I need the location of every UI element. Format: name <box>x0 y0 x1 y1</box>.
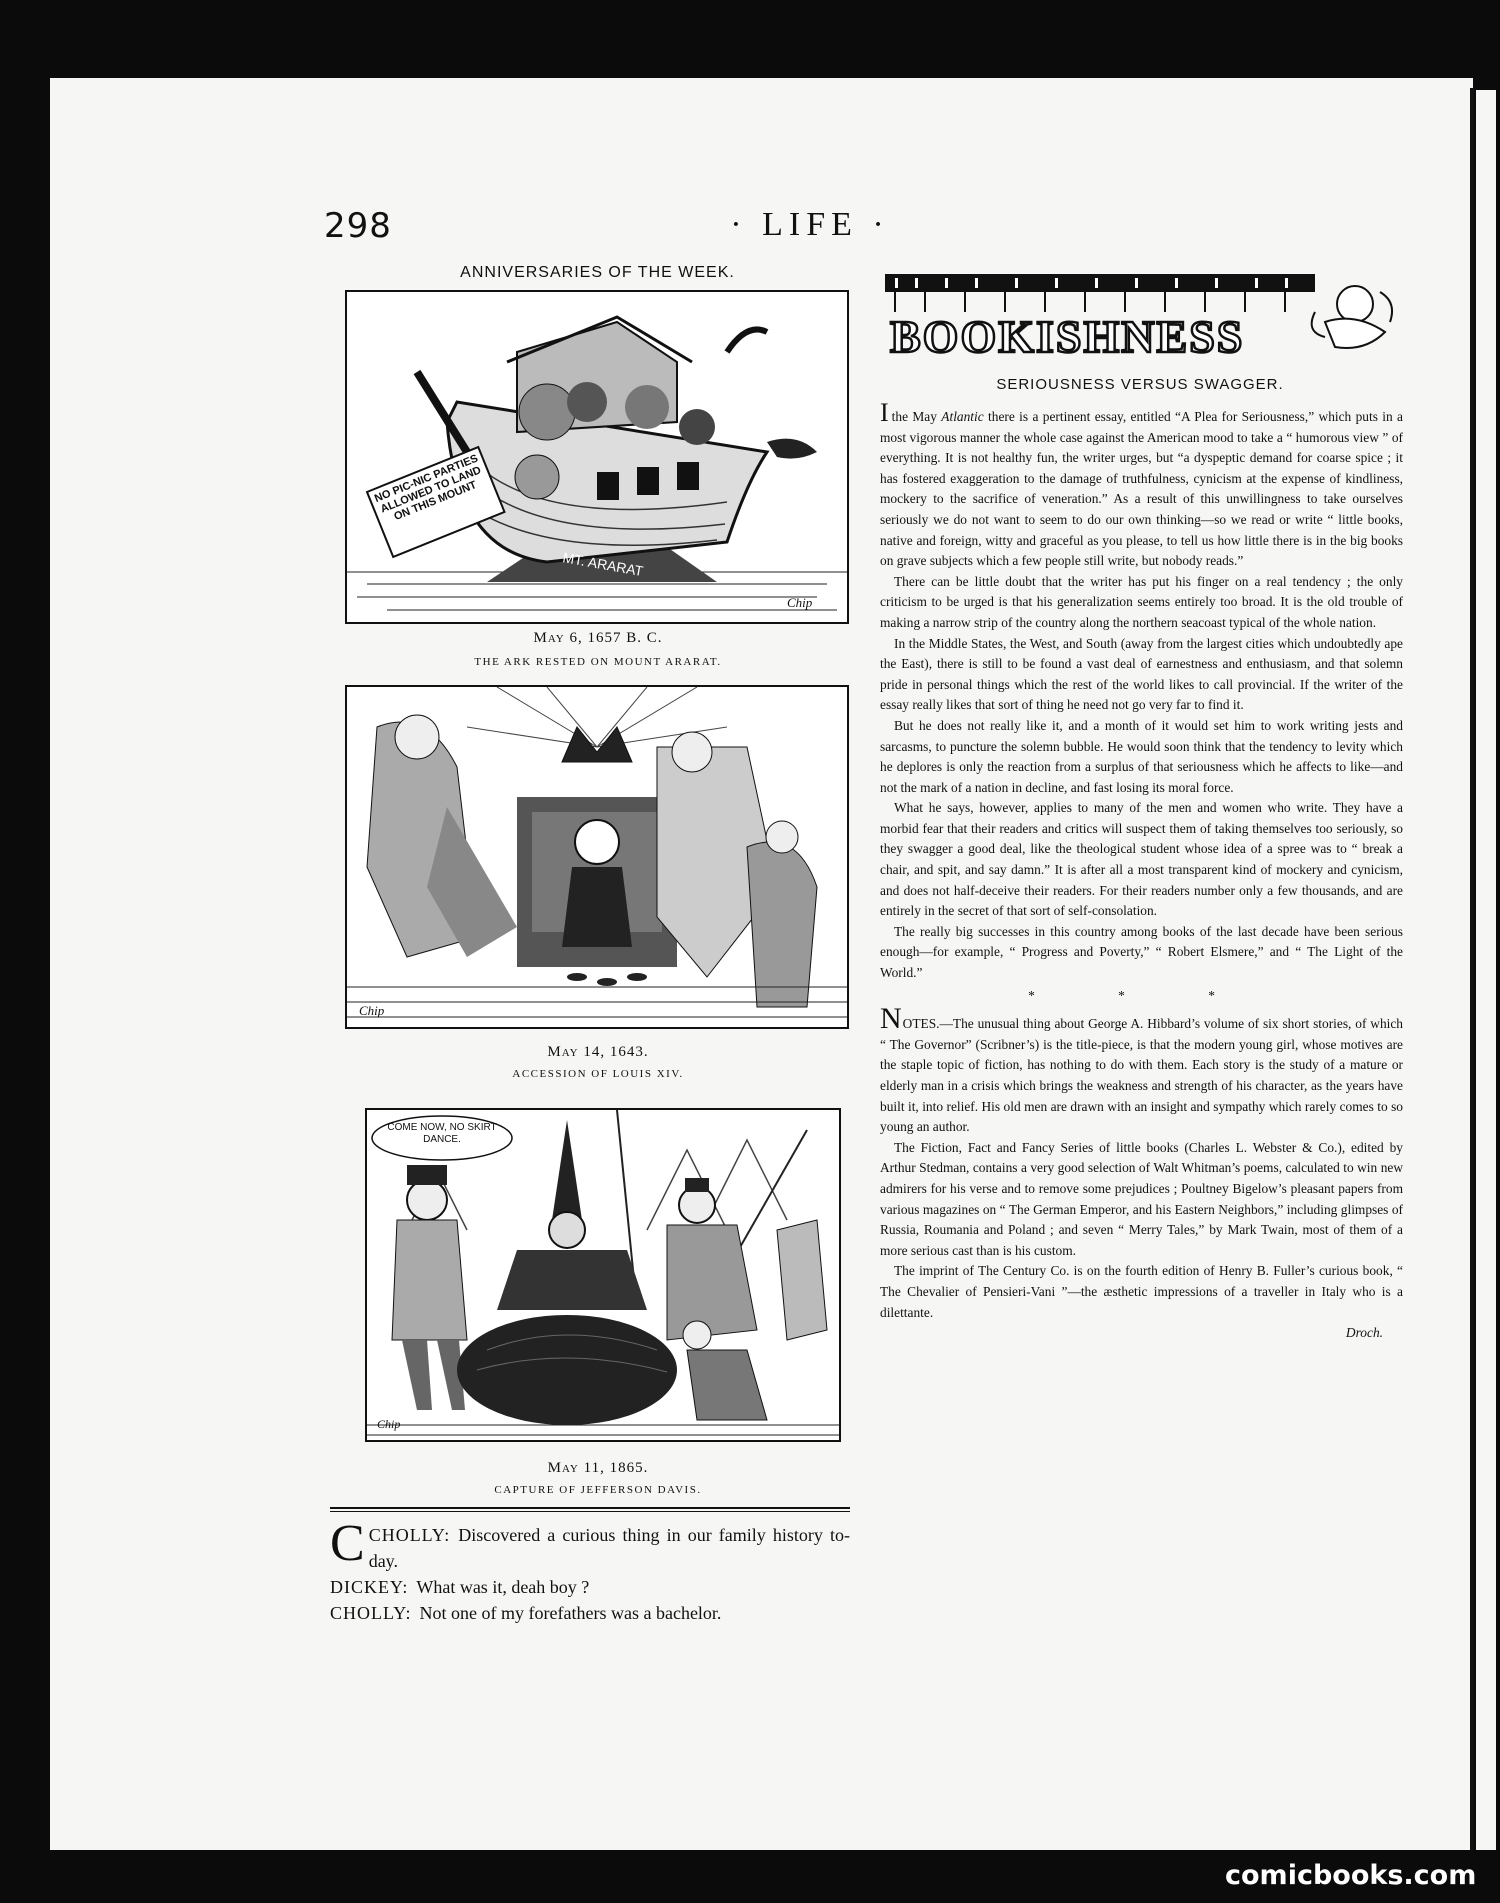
notes-paragraph-2: The Fiction, Fact and Fancy Series of little books (Charles L. Webster & Co.), edited by Arthur Stedman, contains a very good selection of Walt Whitman’s poems, calculated to win new admirers for his verse and to remove some prejudices ; Poultney Bigelow’s pleasant papers from various magazines on “ The German Emperor, and his Eastern Neighbors,” including glimpses of Russia, Roumania and Poland ; and seven “ Merry Tales,” by Mark Twain, most of them of a more serious cast than is his custom. <box>880 1139 1403 1258</box>
speech-balloon-text: COME NOW, NO SKIRT DANCE. <box>387 1122 497 1145</box>
dialogue-line-3 <box>330 1600 850 1626</box>
dialogue-speaker-2: DICKEY: <box>330 1577 409 1597</box>
dialogue-text-1: Discovered a curious thing in our family history to-day. <box>368 1525 850 1571</box>
next-page-edge <box>1476 90 1496 1850</box>
dropcap-n: N <box>880 1002 902 1036</box>
dialogue-speaker-3: CHOLLY: <box>330 1603 412 1623</box>
caption-date-1: May 6, 1657 B. C. <box>533 630 663 646</box>
notes-paragraph-3: The imprint of The Century Co. is on the fourth edition of Henry B. Fuller’s curious book, “ The Chevalier of Pensieri-Vani ”—the æsthetic impressions of a traveller in Italy who is a dilettante. <box>880 1263 1403 1320</box>
bookishness-banner-title: BOOKISHNESS <box>890 311 1245 362</box>
cartoon-louis-xiv <box>345 685 849 1029</box>
dialogue-text-2: What was it, deah boy ? <box>416 1577 590 1597</box>
dialogue-line-1 <box>330 1515 850 1574</box>
article-heading: SERIOUSNESS VERSUS SWAGGER. <box>996 376 1284 393</box>
article-paragraph-2: There can be little doubt that the writer has put his finger on a real tendency ; the only criticism to be urged is that his generalization seems entirely too broad. It is the old trouble of making a narrow strip of the country along the northern seacoast typical of the whole nation. <box>880 573 1403 630</box>
dialogue-speaker-1: CHOLLY: <box>368 1525 451 1545</box>
article-paragraph-1: Ithe May Atlantic there is a pertinent essay, entitled “A Plea for Seriousness,” which puts in a most vigorous manner the whole case against the American mood to take a “ humorous view ” of everything. It is not healthy fun, the writer urges, but “a dyspeptic demand for coarse spice ; it has fostered exaggeration to the damage of truthfulness, cynicism at the expense of kindliness, mockery to the sacrifice of veneration.” As a result of this unwillingness to take ourselves seriously we do not want to seem to do our own thinking—so we read or write “ little books, native and foreign, witty and graceful as you please, to tell us how little there is in the big books on grave subjects which a few people still write, but nobody reads.” <box>880 398 1403 569</box>
caption-date-3: May 11, 1865. <box>547 1460 649 1476</box>
caption-event-1: THE ARK RESTED ON MOUNT ARARAT. <box>474 656 722 668</box>
artist-signature-1: Chip <box>787 595 813 610</box>
dialogue-text-3: Not one of my forefathers was a bachelor. <box>419 1603 722 1623</box>
bookishness-article <box>880 398 1403 1344</box>
author-signature: Droch. <box>1345 1325 1383 1341</box>
page-number: 298 <box>324 206 392 246</box>
italic-title-atlantic: Atlantic <box>941 409 984 424</box>
masthead-title: · LIFE · <box>730 206 890 243</box>
dropcap-c: C <box>330 1515 365 1572</box>
site-watermark: comicbooks.com <box>1225 1860 1477 1891</box>
article-paragraph-6: The really big successes in this country among books of the last decade have been serious enough—for example, “ Progress and Poverty,” “ Robert Elsmere,” and “ The Light of the World.” <box>880 923 1403 981</box>
cholly-dickey-dialogue <box>330 1515 850 1626</box>
article-paragraph-5: What he says, however, applies to many of the men and women who write. They have a morbid fear that their readers and critics will suspect them of taking themselves too seriously, so they swagger a good deal, like the theological student whose idea of a spree was to “ break a chair, and spit, and say damn.” It is after all a most transparent kind of mockery and cynicism, and does not half-deceive their readers. For their readers number only a few thousands, and are entirely in the secret of that sort of self-consolation. <box>880 800 1403 919</box>
bookishness-banner <box>885 272 1400 370</box>
article-paragraph-4: But he does not really like it, and a month of it would set him to work writing jests and sarcasms, to puncture the solemn bubble. He would soon think that the tendency to levity which he deplores is only the reaction from a surplus of that seriousness which he affects to like—and not the mark of a nation in decline, and fast losing its moral force. <box>880 717 1403 795</box>
cartoon-ark <box>345 290 849 624</box>
artist-signature-3: Chip <box>377 1417 401 1431</box>
caption-event-2: ACCESSION OF LOUIS XIV. <box>512 1068 684 1080</box>
page-gutter <box>1470 88 1474 1850</box>
artist-signature-2: Chip <box>359 1003 385 1018</box>
caption-date-2: May 14, 1643. <box>547 1044 649 1060</box>
ark-sign-text: NO PIC-NIC PARTIES ALLOWED TO LAND ON THIS MOUNT <box>372 452 483 524</box>
dropcap-i: I <box>880 398 889 427</box>
notes-paragraph-1: NOTES.—The unusual thing about George A. Hibbard’s volume of six short stories, of which “ The Governor” (Scribner’s) is the title-piece, is that the modern young girl, whose motives are the staple topic of fiction, has nothing to do with them. Each story is the study of a mature or elderly man in a crisis which brings the weakness and strength of his character, as the years have built it, into relief. His old men are drawn with an insight and sympathy which rarely comes to so young an author. <box>880 1002 1403 1135</box>
mountain-label: MT. ARARAT <box>561 549 645 580</box>
section-rule-top <box>330 1507 850 1509</box>
section-rule-bottom <box>330 1511 850 1512</box>
dialogue-line-2 <box>330 1574 850 1600</box>
caption-event-3: CAPTURE OF JEFFERSON DAVIS. <box>494 1484 702 1496</box>
article-paragraph-3: In the Middle States, the West, and South (away from the largest cities which undoubtedly ape the East), there is still to be found a vast deal of earnestness and enthusiasm, and that solemn pride in personal things which the rest of the world likes to call provincial. If the writer of the essay really likes that sort of thing he need not go very far to find it. <box>880 635 1403 713</box>
anniversaries-title: ANNIVERSARIES OF THE WEEK. <box>460 264 735 281</box>
section-separator: * * * <box>1028 987 1255 1003</box>
cartoon-jefferson-davis <box>365 1108 841 1442</box>
